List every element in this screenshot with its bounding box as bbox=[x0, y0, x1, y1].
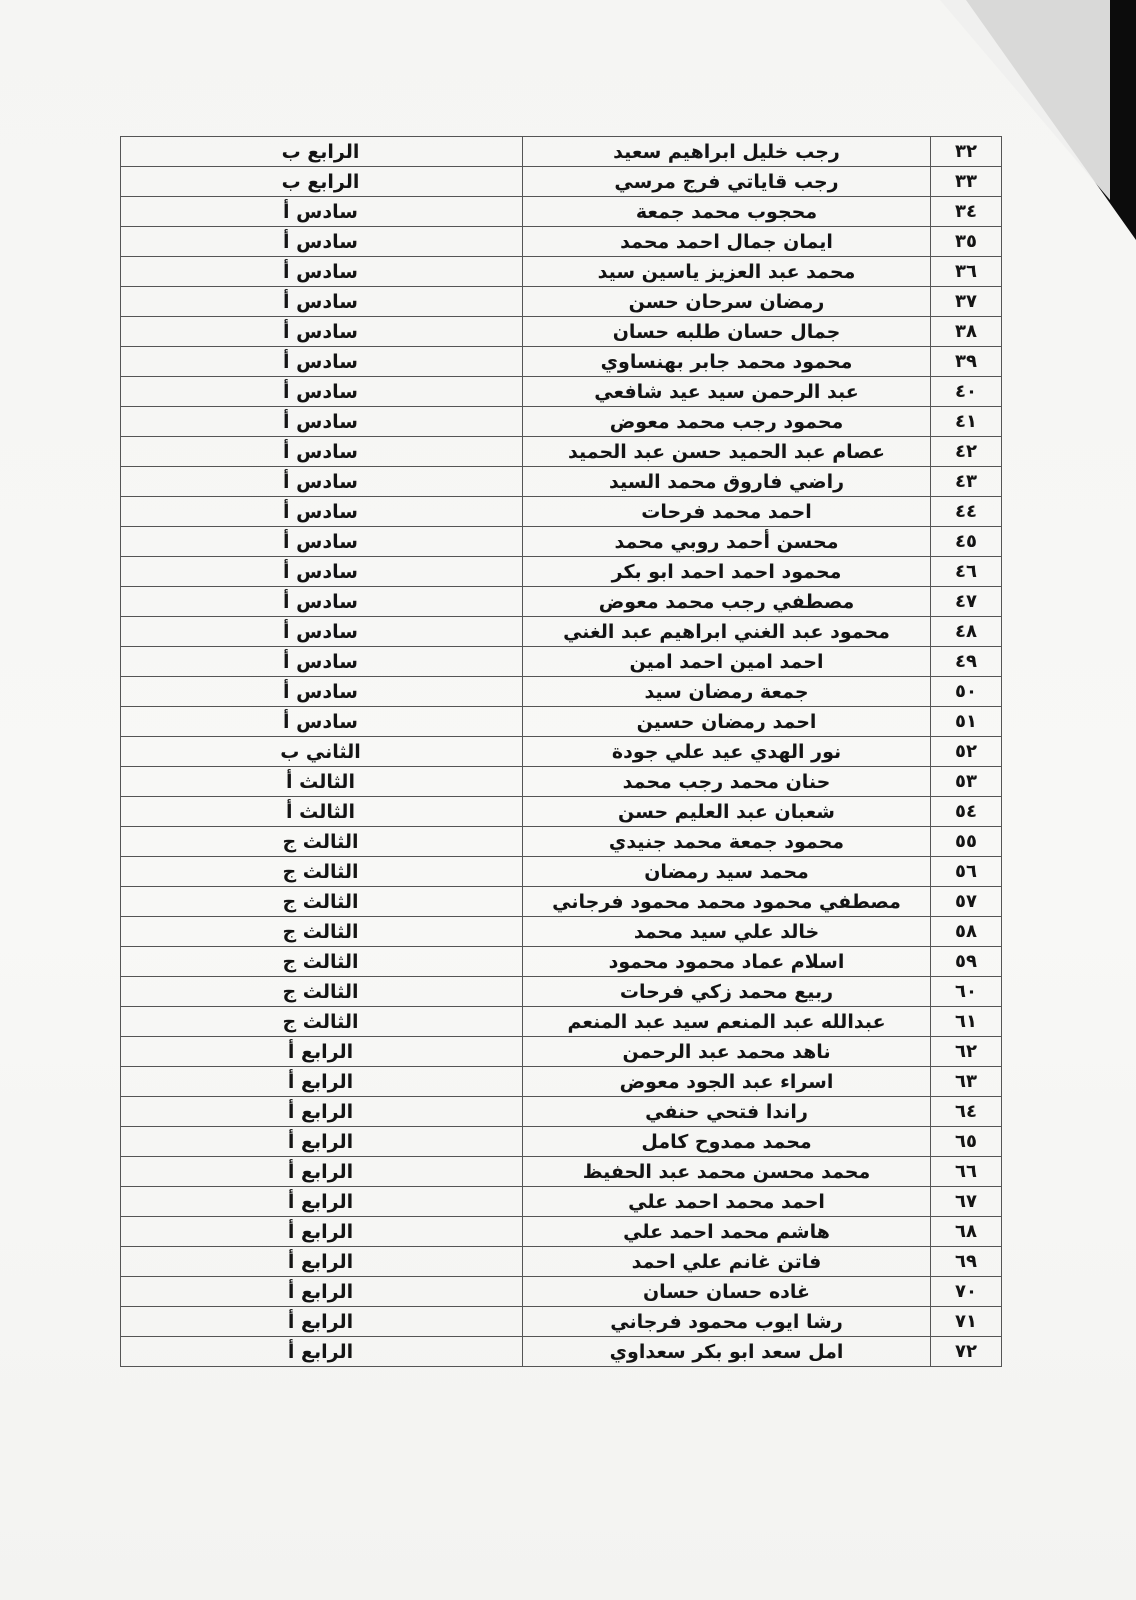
row-number-cell: ٥١ bbox=[955, 711, 977, 732]
student-name-cell: محمود احمد احمد ابو بكر bbox=[523, 557, 931, 586]
student-name-cell: رجب قاياتي فرج مرسي bbox=[523, 167, 931, 196]
table-row bbox=[120, 226, 1002, 256]
class-cell: الرابع أ bbox=[119, 1337, 523, 1366]
table-row bbox=[120, 796, 1002, 826]
class-cell: سادس أ bbox=[119, 347, 523, 376]
table-row bbox=[120, 166, 1002, 196]
class-cell: سادس أ bbox=[119, 197, 523, 226]
class-cell: سادس أ bbox=[119, 437, 523, 466]
row-number-cell: ٥٦ bbox=[955, 861, 977, 882]
student-name-cell: مصطفي رجب محمد معوض bbox=[523, 587, 931, 616]
row-number-cell: ٤٩ bbox=[955, 651, 977, 672]
table-row bbox=[120, 436, 1002, 466]
row-number-cell: ٣٨ bbox=[955, 321, 977, 342]
student-name-cell: ايمان جمال احمد محمد bbox=[523, 227, 931, 256]
row-number-cell: ٧١ bbox=[955, 1311, 977, 1332]
student-name-cell: محمود عبد الغني ابراهيم عبد الغني bbox=[523, 617, 931, 646]
table-row bbox=[120, 826, 1002, 856]
student-name-cell: احمد محمد احمد علي bbox=[523, 1187, 931, 1216]
table-row bbox=[120, 1276, 1002, 1306]
table-row bbox=[120, 916, 1002, 946]
table-row bbox=[120, 496, 1002, 526]
row-number-cell: ٦٦ bbox=[955, 1161, 977, 1182]
row-number-cell: ٣٩ bbox=[955, 351, 977, 372]
row-number-cell: ٤١ bbox=[955, 411, 977, 432]
class-cell: الرابع أ bbox=[119, 1037, 523, 1066]
student-name-cell: راضي فاروق محمد السيد bbox=[523, 467, 931, 496]
table-row bbox=[120, 1216, 1002, 1246]
row-number-cell: ٣٢ bbox=[955, 141, 977, 162]
class-cell: سادس أ bbox=[119, 467, 523, 496]
table-row bbox=[120, 376, 1002, 406]
row-number-cell: ٤٢ bbox=[955, 441, 977, 462]
student-name-cell: ربيع محمد زكي فرحات bbox=[523, 977, 931, 1006]
class-cell: سادس أ bbox=[119, 257, 523, 286]
student-name-cell: رشا ايوب محمود فرجاني bbox=[523, 1307, 931, 1336]
table-row bbox=[120, 136, 1002, 166]
row-number-cell: ٦٧ bbox=[955, 1191, 977, 1212]
table-row bbox=[120, 1066, 1002, 1096]
table-row bbox=[120, 586, 1002, 616]
student-name-cell: محمد ممدوح كامل bbox=[523, 1127, 931, 1156]
class-cell: سادس أ bbox=[119, 647, 523, 676]
student-name-cell: اسلام عماد محمود محمود bbox=[523, 947, 931, 976]
student-name-cell: ناهد محمد عبد الرحمن bbox=[523, 1037, 931, 1066]
table-row bbox=[120, 346, 1002, 376]
row-number-cell: ٧٢ bbox=[955, 1341, 977, 1362]
student-name-cell: شعبان عبد العليم حسن bbox=[523, 797, 931, 826]
row-number-cell: ٤٣ bbox=[955, 471, 977, 492]
class-cell: الرابع أ bbox=[119, 1217, 523, 1246]
student-name-cell: محمد عبد العزيز ياسين سيد bbox=[523, 257, 931, 286]
student-name-cell: احمد محمد فرحات bbox=[523, 497, 931, 526]
student-name-cell: خالد علي سيد محمد bbox=[523, 917, 931, 946]
student-name-cell: حنان محمد رجب محمد bbox=[523, 767, 931, 796]
table-row bbox=[120, 556, 1002, 586]
class-cell: الثالث ج bbox=[119, 1007, 523, 1036]
table-row bbox=[120, 1336, 1002, 1367]
table-row bbox=[120, 316, 1002, 346]
row-number-cell: ٥٢ bbox=[955, 741, 977, 762]
class-cell: الرابع أ bbox=[119, 1187, 523, 1216]
row-number-cell: ٦٨ bbox=[955, 1221, 977, 1242]
row-number-cell: ٦٣ bbox=[955, 1071, 977, 1092]
table-row bbox=[120, 736, 1002, 766]
student-name-cell: راندا فتحي حنفي bbox=[523, 1097, 931, 1126]
row-number-cell: ٤٠ bbox=[955, 381, 977, 402]
student-name-cell: عبدالله عبد المنعم سيد عبد المنعم bbox=[523, 1007, 931, 1036]
table-row bbox=[120, 526, 1002, 556]
student-name-cell: محمود جمعة محمد جنيدي bbox=[523, 827, 931, 856]
class-cell: الثالث ج bbox=[119, 887, 523, 916]
table-row bbox=[120, 1126, 1002, 1156]
table-row bbox=[120, 886, 1002, 916]
student-name-cell: مصطفي محمود محمد محمود فرجاني bbox=[523, 887, 931, 916]
row-number-cell: ٤٦ bbox=[955, 561, 977, 582]
table-row bbox=[120, 706, 1002, 736]
student-name-cell: جمعة رمضان سيد bbox=[523, 677, 931, 706]
class-cell: الثالث ج bbox=[119, 977, 523, 1006]
row-number-cell: ٦٩ bbox=[955, 1251, 977, 1272]
class-cell: سادس أ bbox=[119, 587, 523, 616]
row-number-cell: ٥٧ bbox=[955, 891, 977, 912]
table-row bbox=[120, 286, 1002, 316]
table-row bbox=[120, 1036, 1002, 1066]
row-number-cell: ٥٠ bbox=[955, 681, 977, 702]
row-number-cell: ٦١ bbox=[955, 1011, 977, 1032]
class-cell: سادس أ bbox=[119, 527, 523, 556]
class-cell: الثالث ج bbox=[119, 947, 523, 976]
table-row bbox=[120, 766, 1002, 796]
row-number-cell: ٣٧ bbox=[955, 291, 977, 312]
student-name-cell: رمضان سرحان حسن bbox=[523, 287, 931, 316]
class-cell: سادس أ bbox=[119, 227, 523, 256]
table-row bbox=[120, 1006, 1002, 1036]
table-row bbox=[120, 616, 1002, 646]
class-cell: الثاني ب bbox=[119, 737, 523, 766]
class-cell: سادس أ bbox=[119, 317, 523, 346]
row-number-cell: ٥٥ bbox=[955, 831, 977, 852]
row-number-cell: ٦٢ bbox=[955, 1041, 977, 1062]
student-name-cell: اسراء عبد الجود معوض bbox=[523, 1067, 931, 1096]
table-row bbox=[120, 466, 1002, 496]
class-cell: الرابع أ bbox=[119, 1097, 523, 1126]
class-cell: سادس أ bbox=[119, 557, 523, 586]
student-name-cell: عصام عبد الحميد حسن عبد الحميد bbox=[523, 437, 931, 466]
class-cell: الرابع أ bbox=[119, 1247, 523, 1276]
row-number-cell: ٥٩ bbox=[955, 951, 977, 972]
student-name-cell: محمد سيد رمضان bbox=[523, 857, 931, 886]
student-name-cell: محمد محسن محمد عبد الحفيظ bbox=[523, 1157, 931, 1186]
row-number-cell: ٥٤ bbox=[955, 801, 977, 822]
class-cell: الرابع أ bbox=[119, 1307, 523, 1336]
student-name-cell: محجوب محمد جمعة bbox=[523, 197, 931, 226]
table-row bbox=[120, 256, 1002, 286]
student-name-cell: فاتن غانم علي احمد bbox=[523, 1247, 931, 1276]
row-number-cell: ٦٥ bbox=[955, 1131, 977, 1152]
table-row bbox=[120, 1246, 1002, 1276]
class-cell: سادس أ bbox=[119, 377, 523, 406]
class-cell: الرابع ب bbox=[119, 167, 523, 196]
student-name-cell: عبد الرحمن سيد عيد شافعي bbox=[523, 377, 931, 406]
class-cell: الثالث ج bbox=[119, 827, 523, 856]
class-cell: الرابع ب bbox=[119, 137, 523, 166]
table-row bbox=[120, 1096, 1002, 1126]
row-number-cell: ٦٤ bbox=[955, 1101, 977, 1122]
row-number-cell: ٤٨ bbox=[955, 621, 977, 642]
table-row bbox=[120, 406, 1002, 436]
student-name-cell: هاشم محمد احمد علي bbox=[523, 1217, 931, 1246]
student-name-cell: محمود رجب محمد معوض bbox=[523, 407, 931, 436]
class-cell: الثالث ج bbox=[119, 917, 523, 946]
row-number-cell: ٤٧ bbox=[955, 591, 977, 612]
class-cell: سادس أ bbox=[119, 617, 523, 646]
row-number-cell: ٦٠ bbox=[955, 981, 977, 1002]
student-name-cell: غاده حسان حسان bbox=[523, 1277, 931, 1306]
student-name-cell: احمد امين احمد امين bbox=[523, 647, 931, 676]
row-number-cell: ٣٣ bbox=[955, 171, 977, 192]
row-number-cell: ٣٥ bbox=[955, 231, 977, 252]
table-row bbox=[120, 676, 1002, 706]
table-row bbox=[120, 946, 1002, 976]
row-number-cell: ٥٨ bbox=[955, 921, 977, 942]
student-name-cell: رجب خليل ابراهيم سعيد bbox=[523, 137, 931, 166]
class-cell: الثالث أ bbox=[119, 767, 523, 796]
table-row bbox=[120, 196, 1002, 226]
class-cell: سادس أ bbox=[119, 287, 523, 316]
class-cell: سادس أ bbox=[119, 707, 523, 736]
table-row bbox=[120, 646, 1002, 676]
class-cell: سادس أ bbox=[119, 497, 523, 526]
class-cell: الرابع أ bbox=[119, 1277, 523, 1306]
student-name-cell: محمود محمد جابر بهنساوي bbox=[523, 347, 931, 376]
row-number-cell: ٣٦ bbox=[955, 261, 977, 282]
student-name-cell: امل سعد ابو بكر سعداوي bbox=[523, 1337, 931, 1366]
row-number-cell: ٥٣ bbox=[955, 771, 977, 792]
student-roster-table bbox=[120, 136, 1002, 1367]
row-number-cell: ٤٥ bbox=[955, 531, 977, 552]
class-cell: سادس أ bbox=[119, 677, 523, 706]
table-row bbox=[120, 856, 1002, 886]
class-cell: الثالث أ bbox=[119, 797, 523, 826]
table-row bbox=[120, 1186, 1002, 1216]
class-cell: الرابع أ bbox=[119, 1127, 523, 1156]
table-row bbox=[120, 1156, 1002, 1186]
table-row bbox=[120, 976, 1002, 1006]
student-name-cell: جمال حسان طلبه حسان bbox=[523, 317, 931, 346]
row-number-cell: ٤٤ bbox=[955, 501, 977, 522]
student-name-cell: احمد رمضان حسين bbox=[523, 707, 931, 736]
row-number-cell: ٣٤ bbox=[955, 201, 977, 222]
class-cell: الرابع أ bbox=[119, 1157, 523, 1186]
row-number-cell: ٧٠ bbox=[955, 1281, 977, 1302]
class-cell: سادس أ bbox=[119, 407, 523, 436]
class-cell: الرابع أ bbox=[119, 1067, 523, 1096]
class-cell: الثالث ج bbox=[119, 857, 523, 886]
student-name-cell: محسن أحمد روبي محمد bbox=[523, 527, 931, 556]
table-row bbox=[120, 1306, 1002, 1336]
student-name-cell: نور الهدي عيد علي جودة bbox=[523, 737, 931, 766]
